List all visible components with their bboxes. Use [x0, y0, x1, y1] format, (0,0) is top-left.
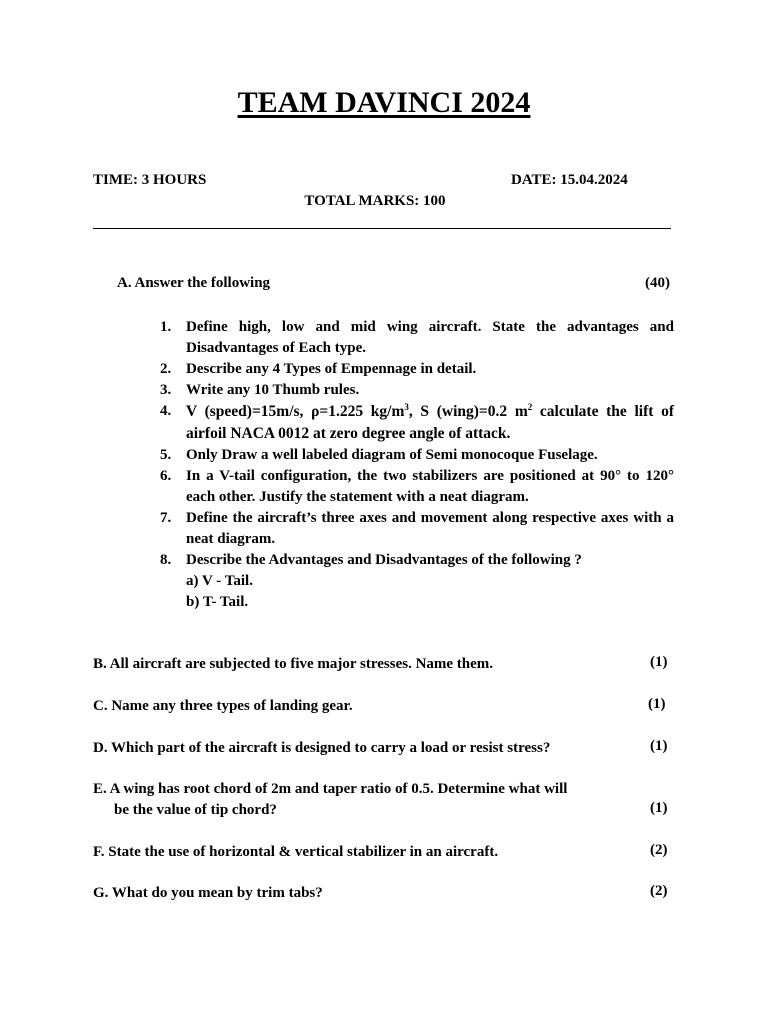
question-e-line2: be the value of tip chord? — [114, 802, 277, 818]
question-d-marks: (1) — [650, 738, 668, 754]
section-a-question-list — [160, 317, 674, 613]
section-a-marks: (40) — [645, 275, 670, 291]
question-b-marks: (1) — [650, 654, 668, 670]
question-c-marks: (1) — [648, 696, 666, 712]
question-number: 8. — [160, 552, 172, 568]
total-marks: TOTAL MARKS: 100 — [304, 193, 446, 209]
question-e-marks: (1) — [650, 800, 668, 816]
question-text: Describe any 4 Types of Empennage in detail. — [186, 361, 477, 377]
sub-question: b) T- Tail. — [186, 594, 249, 610]
question-text: In a V-tail configuration, the two stabilizers are positioned at 90° to 120° each other. Justify the statement with a neat diagram. — [186, 468, 674, 505]
question-text: Write any 10 Thumb rules. — [186, 382, 360, 398]
question-item — [160, 380, 674, 401]
question-item — [160, 466, 674, 508]
question-text: Only Draw a well labeled diagram of Semi monocoque Fuselage. — [186, 447, 598, 463]
header-divider — [93, 228, 671, 229]
question-b: B. All aircraft are subjected to five major stresses. Name them. — [93, 656, 494, 672]
question-text: Define the aircraft’s three axes and movement along respective axes with a neat diagram. — [186, 510, 674, 547]
question-item — [160, 508, 674, 550]
question-number: 3. — [160, 382, 172, 398]
question-number: 2. — [160, 361, 172, 377]
question-item — [160, 550, 674, 571]
question-text: Describe the Advantages and Disadvantages of the following ? — [186, 552, 582, 568]
question-text — [186, 401, 674, 445]
question-number: 4. — [160, 403, 172, 419]
question-c: C. Name any three types of landing gear. — [93, 698, 353, 714]
question-number: 6. — [160, 468, 172, 484]
question-item — [160, 359, 674, 380]
question-f: F. State the use of horizontal & vertical stabilizer in an aircraft. — [93, 844, 499, 860]
question-number: 7. — [160, 510, 172, 526]
page-title: TEAM DAVINCI 2024 — [237, 86, 531, 119]
question-text: Define high, low and mid wing aircraft. State the advantages and Disadvantages of Each type. — [186, 319, 674, 356]
question-number: 1. — [160, 319, 172, 335]
question-item — [160, 445, 674, 466]
superscript: 3 — [404, 402, 409, 412]
question-item — [160, 401, 674, 445]
superscript: 2 — [527, 402, 533, 412]
question-e-line1: E. A wing has root chord of 2m and taper ratio of 0.5. Determine what will — [93, 781, 568, 797]
question-g: G. What do you mean by trim tabs? — [93, 885, 323, 901]
question-f-marks: (2) — [650, 842, 668, 858]
exam-date: DATE: 15.04.2024 — [511, 172, 628, 188]
question-text-part: calculate the lift of airfoil NACA 0012 at zero degree angle of attack. — [186, 403, 675, 442]
question-item — [160, 317, 674, 359]
exam-time: TIME: 3 HOURS — [93, 172, 207, 188]
question-number: 5. — [160, 447, 172, 463]
question-g-marks: (2) — [650, 883, 668, 899]
section-a-title: A. Answer the following — [117, 275, 271, 291]
question-text-part: V (speed)=15m/s, ρ=1.225 kg/m — [186, 403, 405, 420]
question-d: D. Which part of the aircraft is designed to carry a load or resist stress? — [93, 740, 551, 756]
question-text-part: , S (wing)=0.2 m — [408, 403, 528, 420]
sub-question: a) V - Tail. — [186, 573, 253, 589]
